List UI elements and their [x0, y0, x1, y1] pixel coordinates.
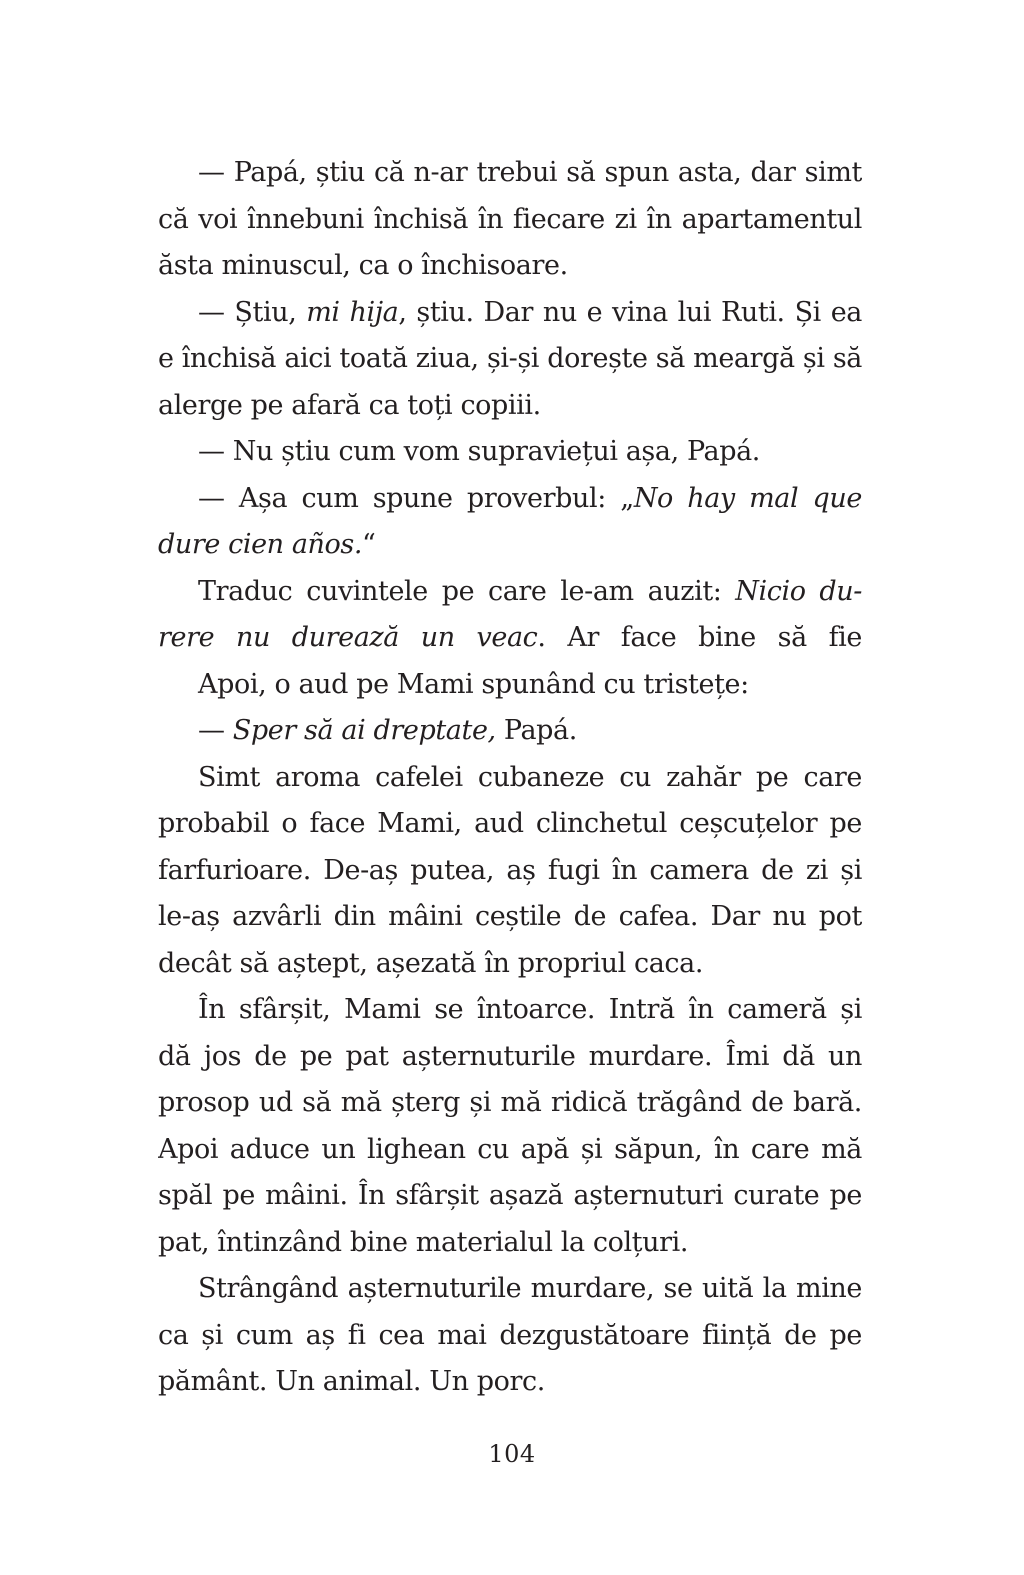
page-number: 104 [488, 1440, 536, 1468]
text-line: În sfârșit, Mami se întoarce. Intră în cameră și [198, 994, 862, 1025]
text-line: — Papá, știu că n-ar trebui să spun asta, dar simt [198, 157, 862, 188]
text-line: Traduc cuvintele pe care le-am auzit: Nicio du- [198, 575, 862, 607]
text-line: ăsta minuscul, ca o închisoare. [158, 250, 568, 281]
text-line: decât să aștept, așezată în propriul caca. [158, 947, 704, 979]
text-line: alerge pe afară ca toți copiii. [158, 389, 541, 421]
text-line: pat, întinzând bine materialul la colțuri. [158, 1226, 689, 1258]
text-line: dure cien años.“ [158, 529, 376, 560]
text-line: le-aș azvârli din mâini ceștile de cafea. Dar nu pot [158, 901, 862, 932]
text-line: — Așa cum spune proverbul: „No hay mal que [198, 482, 862, 514]
text-line: rere nu durează un veac. Ar face bine să fie [158, 622, 862, 653]
text-line: dă jos de pe pat așternuturile murdare. Îmi dă un [158, 1040, 862, 1072]
text-line: — Sper să ai dreptate, Papá. [198, 715, 577, 746]
text-line: — Nu știu cum vom supraviețui așa, Papá. [198, 436, 760, 467]
text-line: farfurioare. De-aș putea, aș fugi în camera de zi și [158, 854, 862, 886]
body-text [158, 150, 862, 1406]
text-line: că voi înnebuni închisă în fiecare zi în apartamentul [158, 203, 862, 235]
text-line: Simt aroma cafelei cubaneze cu zahăr pe care [198, 761, 862, 793]
text-line: probabil o face Mami, aud clinchetul ceșcuțelor pe [158, 808, 862, 839]
text-line: Apoi aduce un lighean cu apă și săpun, în care mă [158, 1133, 862, 1165]
text-line: prosop ud să mă șterg și mă ridică trăgând de bară. [158, 1087, 862, 1118]
text-line: Apoi, o aud pe Mami spunând cu tristețe: [198, 668, 749, 700]
text-line: pământ. Un animal. Un porc. [158, 1366, 545, 1397]
text-line: e închisă aici toată ziua, și-și dorește să meargă și să [158, 343, 862, 374]
text-line: spăl pe mâini. În sfârșit așază așternuturi curate pe [158, 1180, 862, 1211]
text-line: — Știu, mi hija, știu. Dar nu e vina lui Ruti. Și ea [198, 296, 862, 328]
text-line: Strângând așternuturile murdare, se uită la mine [198, 1273, 862, 1304]
text-line: ca și cum aș fi cea mai dezgustătoare ființă de pe [158, 1319, 862, 1351]
